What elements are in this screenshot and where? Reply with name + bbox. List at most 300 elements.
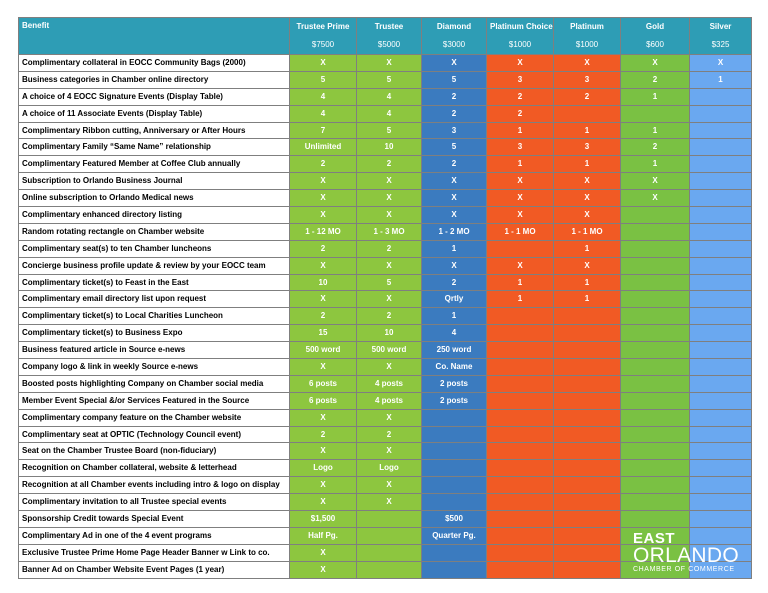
tier-value-cell bbox=[487, 477, 554, 494]
tier-value-cell: 6 posts bbox=[290, 392, 357, 409]
tier-value-cell bbox=[487, 426, 554, 443]
tier-value-cell: X bbox=[290, 561, 357, 578]
table-row bbox=[19, 105, 752, 122]
tier-header-gold bbox=[621, 18, 690, 55]
table-row bbox=[19, 240, 752, 257]
tier-value-cell: 2 bbox=[621, 139, 690, 156]
tier-value-cell: 1 bbox=[554, 291, 621, 308]
benefit-cell: Member Event Special &/or Services Featured in the Source bbox=[19, 392, 290, 409]
tier-value-cell: Quarter Pg. bbox=[422, 527, 487, 544]
tier-value-cell bbox=[621, 392, 690, 409]
tier-value-cell bbox=[487, 460, 554, 477]
tier-value-cell bbox=[690, 139, 752, 156]
tier-value-cell: 10 bbox=[357, 139, 422, 156]
tier-value-cell: 5 bbox=[422, 71, 487, 88]
tier-value-cell bbox=[487, 359, 554, 376]
tier-value-cell: X bbox=[290, 544, 357, 561]
tier-value-cell: 1 bbox=[690, 71, 752, 88]
tier-value-cell bbox=[690, 443, 752, 460]
tier-value-cell bbox=[621, 342, 690, 359]
benefit-cell: Recognition at all Chamber events including intro & logo on display bbox=[19, 477, 290, 494]
tier-price: $1000 bbox=[508, 40, 532, 49]
tier-value-cell bbox=[487, 325, 554, 342]
tier-value-cell bbox=[422, 409, 487, 426]
tier-value-cell: 4 bbox=[422, 325, 487, 342]
benefit-cell: A choice of 11 Associate Events (Display Table) bbox=[19, 105, 290, 122]
tier-header-trustee-prime bbox=[290, 18, 357, 55]
tier-price: $5000 bbox=[377, 40, 401, 49]
tier-value-cell: X bbox=[290, 443, 357, 460]
tier-name: Platinum Choice bbox=[490, 22, 553, 31]
tier-name: Diamond bbox=[436, 22, 472, 31]
tier-value-cell: 1 bbox=[487, 156, 554, 173]
table-row bbox=[19, 139, 752, 156]
tier-header-silver bbox=[690, 18, 752, 55]
tier-value-cell bbox=[690, 223, 752, 240]
tier-value-cell bbox=[422, 426, 487, 443]
table-row bbox=[19, 392, 752, 409]
tier-value-cell: 2 bbox=[422, 156, 487, 173]
tier-value-cell: X bbox=[554, 257, 621, 274]
tier-value-cell: 1 - 2 MO bbox=[422, 223, 487, 240]
tier-value-cell: 3 bbox=[554, 71, 621, 88]
tier-value-cell bbox=[554, 342, 621, 359]
tier-value-cell bbox=[621, 291, 690, 308]
tier-value-cell: X bbox=[290, 257, 357, 274]
tier-value-cell: 250 word bbox=[422, 342, 487, 359]
tier-value-cell bbox=[690, 173, 752, 190]
tier-value-cell bbox=[690, 375, 752, 392]
benefit-cell: Business featured article in Source e-news bbox=[19, 342, 290, 359]
benefit-cell: Complimentary Family “Same Name” relationship bbox=[19, 139, 290, 156]
tier-value-cell bbox=[621, 207, 690, 224]
tier-value-cell: X bbox=[290, 291, 357, 308]
tier-value-cell bbox=[357, 561, 422, 578]
benefit-cell: Exclusive Trustee Prime Home Page Header Banner w Link to co. bbox=[19, 544, 290, 561]
tier-value-cell bbox=[487, 392, 554, 409]
tier-value-cell: 1 - 3 MO bbox=[357, 223, 422, 240]
tier-value-cell bbox=[621, 477, 690, 494]
tier-price: $600 bbox=[646, 40, 664, 49]
tier-value-cell: 4 bbox=[290, 105, 357, 122]
table-row bbox=[19, 71, 752, 88]
tier-header-diamond bbox=[422, 18, 487, 55]
header-row bbox=[19, 18, 752, 55]
tier-value-cell bbox=[487, 409, 554, 426]
tier-value-cell: X bbox=[357, 443, 422, 460]
tier-value-cell: 5 bbox=[357, 122, 422, 139]
tier-value-cell bbox=[487, 511, 554, 528]
benefit-cell: Boosted posts highlighting Company on Chamber social media bbox=[19, 375, 290, 392]
benefit-cell: Sponsorship Credit towards Special Event bbox=[19, 511, 290, 528]
tier-value-cell bbox=[554, 392, 621, 409]
benefit-cell: Complimentary ticket(s) to Local Charities Luncheon bbox=[19, 308, 290, 325]
tier-value-cell: 4 bbox=[290, 88, 357, 105]
tier-value-cell: 4 posts bbox=[357, 375, 422, 392]
table-row bbox=[19, 477, 752, 494]
benefit-cell: Business categories in Chamber online directory bbox=[19, 71, 290, 88]
logo-line-east: EAST bbox=[633, 530, 676, 547]
benefit-cell: Subscription to Orlando Business Journal bbox=[19, 173, 290, 190]
tier-value-cell: X bbox=[290, 190, 357, 207]
tier-value-cell bbox=[690, 409, 752, 426]
benefit-cell: Concierge business profile update & review by your EOCC team bbox=[19, 257, 290, 274]
table-row bbox=[19, 223, 752, 240]
table-row bbox=[19, 55, 752, 72]
tier-value-cell: X bbox=[422, 55, 487, 72]
tier-header-platinum-choice bbox=[487, 18, 554, 55]
tier-value-cell bbox=[487, 240, 554, 257]
tier-value-cell bbox=[621, 409, 690, 426]
tier-value-cell: 1 bbox=[621, 156, 690, 173]
benefit-cell: Complimentary ticket(s) to Feast in the East bbox=[19, 274, 290, 291]
tier-value-cell bbox=[690, 392, 752, 409]
table-row bbox=[19, 190, 752, 207]
tier-value-cell: X bbox=[487, 190, 554, 207]
tier-value-cell: X bbox=[357, 409, 422, 426]
tier-value-cell: 500 word bbox=[290, 342, 357, 359]
tier-value-cell: X bbox=[422, 173, 487, 190]
benefits-table-container bbox=[18, 17, 752, 579]
tier-value-cell bbox=[554, 426, 621, 443]
tier-value-cell: 3 bbox=[422, 122, 487, 139]
tier-value-cell bbox=[690, 511, 752, 528]
tier-value-cell: X bbox=[290, 55, 357, 72]
tier-header-trustee bbox=[357, 18, 422, 55]
benefit-cell: Seat on the Chamber Trustee Board (non-fiduciary) bbox=[19, 443, 290, 460]
benefit-cell: Complimentary Ad in one of the 4 event programs bbox=[19, 527, 290, 544]
benefit-cell: Complimentary seat(s) to ten Chamber luncheons bbox=[19, 240, 290, 257]
tier-value-cell: X bbox=[487, 257, 554, 274]
tier-value-cell bbox=[621, 494, 690, 511]
tier-value-cell bbox=[422, 477, 487, 494]
benefit-cell: Complimentary Featured Member at Coffee Club annually bbox=[19, 156, 290, 173]
table-row bbox=[19, 511, 752, 528]
tier-value-cell: $1,500 bbox=[290, 511, 357, 528]
table-row bbox=[19, 308, 752, 325]
table-row bbox=[19, 156, 752, 173]
tier-value-cell: 4 bbox=[357, 88, 422, 105]
tier-value-cell bbox=[690, 240, 752, 257]
tier-value-cell: 10 bbox=[357, 325, 422, 342]
tier-value-cell: 2 bbox=[290, 156, 357, 173]
tier-value-cell: Logo bbox=[357, 460, 422, 477]
table-row bbox=[19, 173, 752, 190]
tier-value-cell: X bbox=[357, 257, 422, 274]
tier-value-cell: 1 bbox=[422, 240, 487, 257]
table-row bbox=[19, 460, 752, 477]
tier-value-cell: 5 bbox=[422, 139, 487, 156]
tier-name: Trustee Prime bbox=[296, 22, 350, 31]
tier-value-cell: X bbox=[357, 477, 422, 494]
tier-value-cell bbox=[422, 544, 487, 561]
tier-value-cell: X bbox=[422, 207, 487, 224]
tier-header-platinum bbox=[554, 18, 621, 55]
tier-value-cell: 3 bbox=[487, 71, 554, 88]
table-row bbox=[19, 494, 752, 511]
tier-value-cell bbox=[554, 460, 621, 477]
tier-value-cell bbox=[487, 342, 554, 359]
logo-line-chamber: CHAMBER OF COMMERCE bbox=[633, 566, 735, 573]
tier-value-cell: 1 bbox=[621, 122, 690, 139]
tier-value-cell: 2 bbox=[357, 308, 422, 325]
tier-value-cell: 4 posts bbox=[357, 392, 422, 409]
tier-value-cell: X bbox=[357, 55, 422, 72]
tier-value-cell bbox=[554, 409, 621, 426]
tier-value-cell: X bbox=[290, 409, 357, 426]
tier-value-cell: X bbox=[290, 207, 357, 224]
tier-value-cell bbox=[690, 308, 752, 325]
tier-value-cell: X bbox=[487, 55, 554, 72]
tier-value-cell bbox=[357, 511, 422, 528]
tier-value-cell: 2 bbox=[290, 308, 357, 325]
benefit-cell: Complimentary ticket(s) to Business Expo bbox=[19, 325, 290, 342]
tier-value-cell: Half Pg. bbox=[290, 527, 357, 544]
benefit-cell: Recognition on Chamber collateral, website & letterhead bbox=[19, 460, 290, 477]
tier-value-cell bbox=[621, 105, 690, 122]
tier-name: Silver bbox=[709, 22, 732, 31]
benefit-column-header: Benefit bbox=[19, 18, 290, 55]
membership-benefits-table bbox=[18, 17, 752, 579]
tier-value-cell: X bbox=[554, 173, 621, 190]
benefit-cell: A choice of 4 EOCC Signature Events (Display Table) bbox=[19, 88, 290, 105]
tier-value-cell bbox=[690, 88, 752, 105]
benefit-cell: Complimentary company feature on the Chamber website bbox=[19, 409, 290, 426]
benefit-cell: Random rotating rectangle on Chamber website bbox=[19, 223, 290, 240]
tier-value-cell: 2 bbox=[554, 88, 621, 105]
tier-value-cell: 2 posts bbox=[422, 375, 487, 392]
tier-value-cell: 10 bbox=[290, 274, 357, 291]
tier-value-cell: 2 bbox=[422, 274, 487, 291]
tier-price: $325 bbox=[711, 40, 730, 49]
tier-price: $3000 bbox=[442, 40, 466, 49]
tier-value-cell: X bbox=[690, 55, 752, 72]
benefit-cell: Complimentary Ribbon cutting, Anniversary or After Hours bbox=[19, 122, 290, 139]
tier-value-cell bbox=[690, 460, 752, 477]
tier-value-cell bbox=[357, 527, 422, 544]
table-row bbox=[19, 443, 752, 460]
tier-value-cell: X bbox=[357, 494, 422, 511]
tier-value-cell: 1 bbox=[487, 291, 554, 308]
tier-value-cell bbox=[621, 274, 690, 291]
tier-value-cell bbox=[554, 477, 621, 494]
benefit-cell: Complimentary collateral in EOCC Community Bags (2000) bbox=[19, 55, 290, 72]
tier-value-cell: 2 bbox=[422, 105, 487, 122]
tier-value-cell bbox=[690, 105, 752, 122]
tier-value-cell: 1 bbox=[487, 122, 554, 139]
tier-value-cell: 1 bbox=[554, 156, 621, 173]
tier-value-cell: 1 bbox=[621, 88, 690, 105]
tier-value-cell bbox=[690, 156, 752, 173]
tier-value-cell: 1 bbox=[422, 308, 487, 325]
tier-value-cell bbox=[690, 494, 752, 511]
tier-value-cell: X bbox=[422, 190, 487, 207]
tier-value-cell bbox=[621, 223, 690, 240]
tier-value-cell: 2 bbox=[422, 88, 487, 105]
tier-value-cell: 2 bbox=[621, 71, 690, 88]
table-row bbox=[19, 207, 752, 224]
tier-value-cell bbox=[690, 426, 752, 443]
tier-value-cell bbox=[554, 375, 621, 392]
tier-value-cell: X bbox=[357, 207, 422, 224]
tier-price: $7500 bbox=[311, 40, 335, 49]
tier-value-cell: 2 bbox=[357, 240, 422, 257]
tier-value-cell: 5 bbox=[357, 71, 422, 88]
benefit-cell: Complimentary invitation to all Trustee special events bbox=[19, 494, 290, 511]
tier-value-cell: 2 bbox=[290, 240, 357, 257]
tier-value-cell bbox=[422, 561, 487, 578]
tier-value-cell: 15 bbox=[290, 325, 357, 342]
tier-value-cell: X bbox=[487, 173, 554, 190]
tier-value-cell: X bbox=[290, 359, 357, 376]
tier-value-cell bbox=[690, 190, 752, 207]
table-row bbox=[19, 291, 752, 308]
tier-value-cell bbox=[621, 460, 690, 477]
tier-value-cell: 7 bbox=[290, 122, 357, 139]
tier-value-cell: X bbox=[621, 190, 690, 207]
tier-value-cell bbox=[690, 257, 752, 274]
tier-value-cell: 3 bbox=[554, 139, 621, 156]
tier-value-cell bbox=[487, 561, 554, 578]
benefit-cell: Complimentary seat at OPTIC (Technology Council event) bbox=[19, 426, 290, 443]
tier-value-cell bbox=[690, 274, 752, 291]
tier-value-cell bbox=[690, 477, 752, 494]
tier-name: Gold bbox=[645, 22, 665, 31]
tier-value-cell: X bbox=[357, 173, 422, 190]
tier-value-cell: 1 - 1 MO bbox=[487, 223, 554, 240]
tier-value-cell: 1 bbox=[554, 122, 621, 139]
table-row bbox=[19, 342, 752, 359]
tier-value-cell: Logo bbox=[290, 460, 357, 477]
tier-value-cell: X bbox=[290, 494, 357, 511]
tier-value-cell bbox=[621, 240, 690, 257]
tier-value-cell bbox=[554, 494, 621, 511]
table-row bbox=[19, 426, 752, 443]
tier-value-cell: 1 bbox=[487, 274, 554, 291]
tier-value-cell: Co. Name bbox=[422, 359, 487, 376]
table-row bbox=[19, 375, 752, 392]
tier-value-cell bbox=[621, 308, 690, 325]
tier-value-cell: 6 posts bbox=[290, 375, 357, 392]
table-row bbox=[19, 325, 752, 342]
tier-value-cell bbox=[554, 561, 621, 578]
tier-value-cell bbox=[621, 511, 690, 528]
tier-value-cell bbox=[357, 544, 422, 561]
tier-value-cell bbox=[554, 308, 621, 325]
tier-value-cell: X bbox=[357, 291, 422, 308]
tier-value-cell bbox=[422, 443, 487, 460]
tier-value-cell bbox=[690, 325, 752, 342]
tier-value-cell bbox=[690, 359, 752, 376]
tier-value-cell bbox=[690, 291, 752, 308]
tier-value-cell bbox=[554, 443, 621, 460]
tier-value-cell bbox=[554, 527, 621, 544]
tier-value-cell: 1 - 1 MO bbox=[554, 223, 621, 240]
tier-value-cell bbox=[487, 308, 554, 325]
tier-value-cell bbox=[487, 527, 554, 544]
tier-value-cell bbox=[690, 342, 752, 359]
tier-price: $1000 bbox=[575, 40, 599, 49]
tier-value-cell: X bbox=[621, 55, 690, 72]
tier-value-cell: X bbox=[357, 190, 422, 207]
table-row bbox=[19, 88, 752, 105]
tier-value-cell bbox=[422, 460, 487, 477]
tier-value-cell bbox=[554, 511, 621, 528]
tier-value-cell: X bbox=[290, 173, 357, 190]
tier-value-cell bbox=[487, 443, 554, 460]
tier-value-cell: 3 bbox=[487, 139, 554, 156]
table-body bbox=[19, 55, 752, 579]
table-row bbox=[19, 257, 752, 274]
tier-value-cell bbox=[554, 359, 621, 376]
tier-value-cell bbox=[487, 375, 554, 392]
tier-value-cell: X bbox=[554, 207, 621, 224]
tier-value-cell: 2 bbox=[487, 105, 554, 122]
tier-value-cell bbox=[621, 325, 690, 342]
benefit-cell: Complimentary enhanced directory listing bbox=[19, 207, 290, 224]
benefit-cell: Online subscription to Orlando Medical news bbox=[19, 190, 290, 207]
table-row bbox=[19, 122, 752, 139]
tier-value-cell bbox=[621, 426, 690, 443]
tier-value-cell: 5 bbox=[357, 274, 422, 291]
tier-value-cell bbox=[621, 359, 690, 376]
tier-value-cell: X bbox=[487, 207, 554, 224]
tier-value-cell: 4 bbox=[357, 105, 422, 122]
tier-value-cell bbox=[487, 544, 554, 561]
table-row bbox=[19, 409, 752, 426]
tier-value-cell bbox=[554, 325, 621, 342]
tier-value-cell: 2 bbox=[487, 88, 554, 105]
tier-value-cell: 2 bbox=[357, 156, 422, 173]
tier-value-cell bbox=[554, 105, 621, 122]
tier-value-cell: 1 bbox=[554, 274, 621, 291]
tier-name: Trustee bbox=[374, 22, 404, 31]
tier-value-cell: 500 word bbox=[357, 342, 422, 359]
benefit-cell: Complimentary email directory list upon request bbox=[19, 291, 290, 308]
tier-value-cell bbox=[690, 207, 752, 224]
table-row bbox=[19, 274, 752, 291]
tier-value-cell: X bbox=[290, 477, 357, 494]
tier-value-cell: Qrtly bbox=[422, 291, 487, 308]
tier-value-cell bbox=[554, 544, 621, 561]
tier-value-cell: X bbox=[621, 173, 690, 190]
tier-value-cell bbox=[487, 494, 554, 511]
tier-value-cell: 2 bbox=[290, 426, 357, 443]
tier-value-cell: 1 - 12 MO bbox=[290, 223, 357, 240]
tier-value-cell bbox=[690, 122, 752, 139]
east-orlando-chamber-logo bbox=[633, 531, 745, 575]
tier-value-cell: X bbox=[554, 190, 621, 207]
tier-value-cell bbox=[621, 375, 690, 392]
table-row bbox=[19, 359, 752, 376]
tier-value-cell: 2 bbox=[357, 426, 422, 443]
benefit-cell: Company logo & link in weekly Source e-news bbox=[19, 359, 290, 376]
tier-value-cell bbox=[422, 494, 487, 511]
tier-value-cell: 5 bbox=[290, 71, 357, 88]
tier-value-cell: Unlimited bbox=[290, 139, 357, 156]
logo-line-orlando: ORLANDO bbox=[633, 544, 739, 567]
tier-value-cell: $500 bbox=[422, 511, 487, 528]
tier-value-cell: X bbox=[554, 55, 621, 72]
tier-name: Platinum bbox=[570, 22, 604, 31]
tier-value-cell bbox=[621, 443, 690, 460]
tier-value-cell: X bbox=[357, 359, 422, 376]
tier-value-cell: X bbox=[422, 257, 487, 274]
tier-value-cell: 1 bbox=[554, 240, 621, 257]
benefit-cell: Banner Ad on Chamber Website Event Pages (1 year) bbox=[19, 561, 290, 578]
tier-value-cell bbox=[621, 257, 690, 274]
tier-value-cell: 2 posts bbox=[422, 392, 487, 409]
